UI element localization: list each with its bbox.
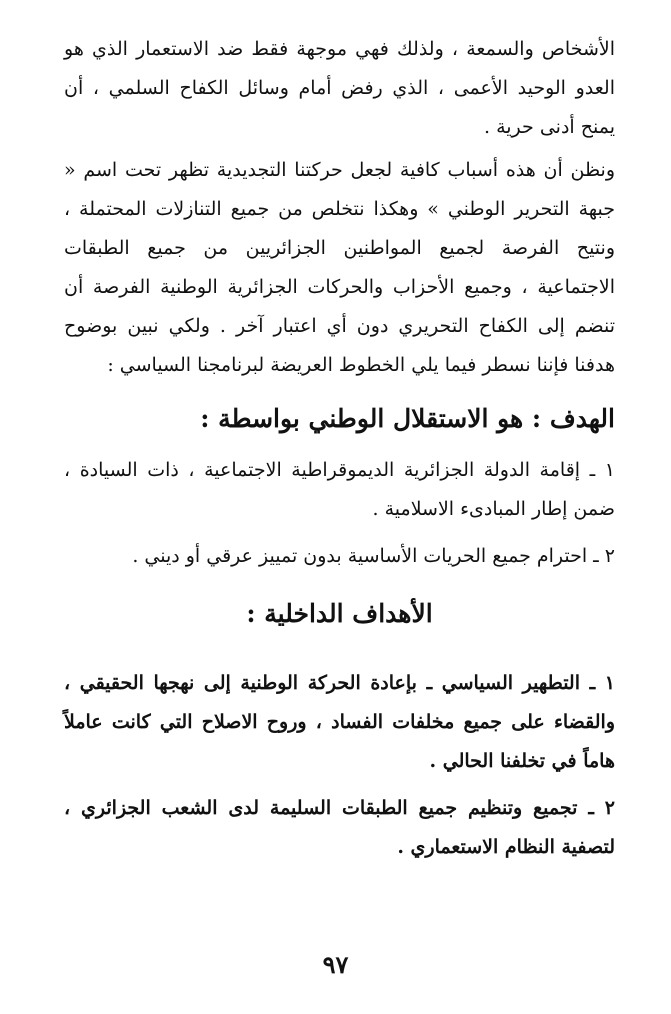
internal-goal-item-2: ٢ ـ تجميع وتنظيم جميع الطبقات السليمة لدى الشعب الجزائري ، لتصفية النظام الاستعماري . — [64, 797, 615, 858]
goal-item-2: ٢ ـ احترام جميع الحريات الأساسية بدون تمييز عرقي أو ديني . — [132, 545, 615, 567]
internal-goals-heading: الأهداف الداخلية : — [246, 599, 433, 628]
goal-heading: الهدف : هو الاستقلال الوطني بواسطة : — [200, 404, 615, 433]
internal-goal-item-1: ١ ـ التطهير السياسي ـ بإعادة الحركة الوطنية إلى نهجها الحقيقي ، والقضاء على جميع مخلفات الفساد ، وروح الاصلاح التي كانت عاملاً هاماً في تخلفنا الحالي . — [64, 672, 615, 772]
page-number: ٩٧ — [322, 950, 349, 979]
goal-item-1: ١ ـ إقامة الدولة الجزائرية الديموقراطية الاجتماعية ، ذات السيادة ، ضمن إطار المبادىء الاسلامية . — [64, 459, 615, 520]
paragraph-front-name: ونظن أن هذه أسباب كافية لجعل حركتنا التجديدية تظهر تحت اسم « جبهة التحرير الوطني » وهكذا نتخلص من جميع التنازلات المحتملة ، ونتيح الفرصة لجميع المواطنين الجزائريين من جميع الطبقات الاجتماعية ، وجميع الأحزاب والحركات الجزائرية الوطنية الفرصة أن تنضم إلى الكفاح التحريري دون أي اعتبار آخر . ولكي نبين بوضوح هدفنا فإننا نسطر فيما يلي الخطوط العريضة لبرنامجنا السياسي : — [64, 159, 615, 376]
paragraph-intro: الأشخاص والسمعة ، ولذلك فهي موجهة فقط ضد الاستعمار الذي هو العدو الوحيد الأعمى ، الذي رفض أمام وسائل الكفاح السلمي ، أن يمنح أدنى حرية . — [64, 38, 615, 138]
